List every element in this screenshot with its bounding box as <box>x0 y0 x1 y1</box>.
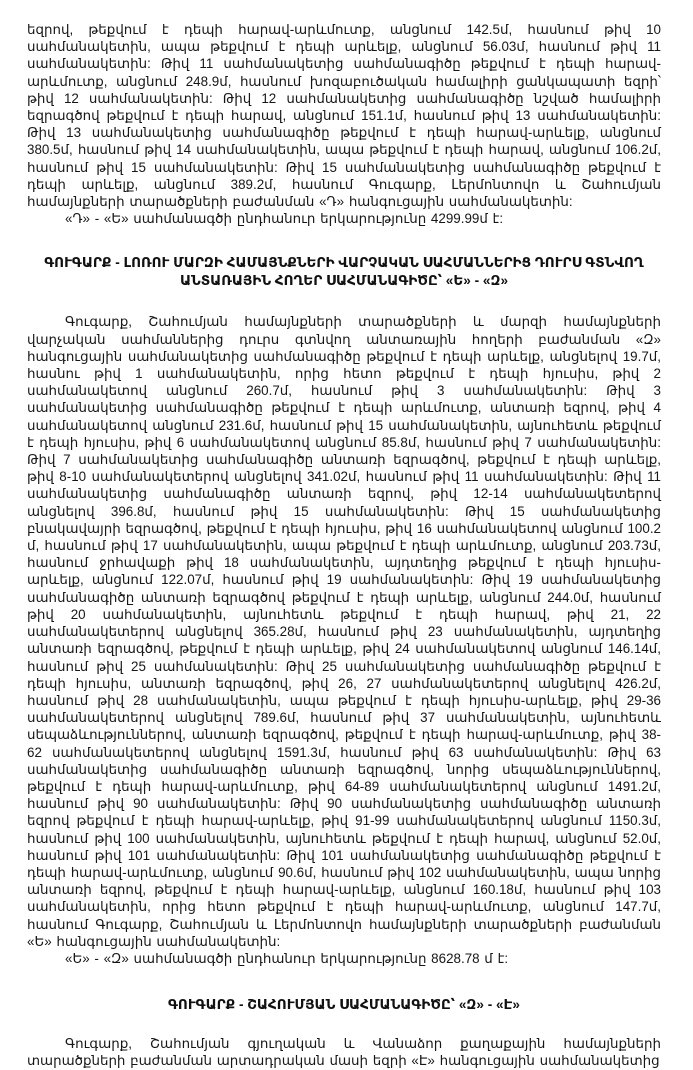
section-heading-gugark-shahumyan-z-e: ԳՈՒԳԱՐՔ - ՇԱՀՈՒՄՅԱՆ ՍԱՀՄԱՆԱԳԻԾԸ՝ «Զ» - «Է» <box>168 997 520 1013</box>
boundary-total-length-e-z: «Ե» - «Զ» սահմանագծի ընդհանուր երկարությունը 8628.78 մ է: <box>65 950 509 966</box>
boundary-description-z-e-start: Գուգարք, Շահումյան գյուղական և Վանաձոր քաղաքային համայնքների տարածքների բաժանման արտադրական մասի եզրի «Է» հանգուցային սահմանակետից <box>27 1036 661 1069</box>
boundary-description-d-e-continuation: եզրով, թեքվում է դեպի հարավ-արևմուտք, անցնում 142.5մ, հասնում թիվ 10 սահմանակետին, ապա թեքվում է դեպի արևելք, անցնում 56.03մ, հասնում թիվ 11 սահմանակետին: Թիվ 11 սահմանակետից սահմանագիծը թեքվում է դեպի հարավ-արևմուտք, անցնում 248.9մ, հասնում խոզաբուծական համալիրի ցանկապատի եզրի՝ թիվ 12 սահմանակետին: Թիվ 12 սահմանակետից սահմանագիծը նշված համալիրի եզրագծով թեքվում է դեպի հարավ, անցնում 151.1մ, հասնում թիվ 13 սահմանակետին: Թիվ 13 սահմանակետից սահմանագիծը թեքվում է դեպի հարավ-արևելք, անցնում 380.5մ, հասնում թիվ 14 սահմանակետին, ապա թեքվում է դեպի հարավ, անցնում 106.2մ, հասնում թիվ 15 սահմանակետին: Թիվ 15 սահմանակետից սահմանագիծը թեքվում է դեպի արևելք, անցնում 389.2մ, հասնում Գուգարք, Լերմոնտովո և Շահումյան համայնքների տարածքների բաժանման «Դ» հանգուցային սահմանակետին: <box>27 22 661 210</box>
boundary-total-length-d-e: «Դ» - «Ե» սահմանագծի ընդհանուր երկարությունը 4299.99մ է: <box>65 211 504 227</box>
boundary-description-e-z: Գուգարք, Շահումյան համայնքների տարածքների և մարզի համայնքների վարչական սահմաններից դուրս գտնվող անտառային հողերի բաժանման «Զ» հանգուցային սահմանակետից սահմանագիծը թեքվում է դեպի արևելք, անցնելով 19.7մ, հասնու թիվ 1 սահմանակետին, որից հետո թեքվում է դեպի հյուսիս, թիվ 2 սահմանակետով անցնում 260.7մ, հասնում թիվ 3 սահմանակետին: Թիվ 3 սահմանակետից սահմանագիծը թեքվում է դեպի արևմուտք, անտառի եզրով, թիվ 4 սահմանակետով անցնում 231.6մ, հասնում թիվ 15 սահմանակետին, այնուհետև թեքվում է դեպի հյուսիս, թիվ 6 սահմանակետով անցնում 85.8մ, հասնում թիվ 7 սահմանակետին: Թիվ 7 սահմանակետից սահմանագիծը անտառի եզրագծով, թեքվում է դեպի արևելք, թիվ 8-10 սահմանակետերով անցնելով 341.02մ, հասնում թիվ 11 սահմանակետին: Թիվ 11 սահմանակետից սահմանագիծը անտառի եզրով, թիվ 12-14 սահմանակետերով անցնելով 396.8մ, հասնում թիվ 15 սահմանակետին: Թիվ 15 սահմանակետից բնակավայրի եզրագծով, թեքվում է դեպի հյուսիս, թիվ 16 սահմանակետով անցնում 100.2 մ, հասնում թիվ 17 սահմանակետին, ապա թեքվում է դեպի արևմուտք, անցնում 203.73մ, հասնում ջրհավաքի թիվ 18 սահմանակետին, այդտեղից թեքվում է դեպի հյուսիս-արևելք, անցնում 122.07մ, հասնում թիվ 19 սահմանակետին: Թիվ 19 սահմանակետից սահմանագիծը անտառի եզրագծով թեքվում է դեպի արևելք, անցնում 244.0մ, հասնում թիվ 20 սահմանակետին, այնուհետև թեքվում է դեպի հարավ, թիվ 21, 22 սահմանակետերով անցնելով 365.28մ, հասնում թիվ 23 սահմանակետին, այդտեղից անտառի եզրագծով, թեքվում է դեպի արևելք, թիվ 24 սահմանակետով անցնում 146.14մ, հասնում թիվ 25 սահմանակետին: Թիվ 25 սահմանակետից սահմանագիծը թեքվում է դեպի հյուսիս, անտառի եզրագծով, թիվ 26, 27 սահմանակետերով անցնելով 426.2մ, հասնում թիվ 28 սահմանակետին, ապա թեքվում է դեպի հյուսիս-արևելք, թիվ 29-36 սահմանակետերով անցնելով 789.6մ, հասնում թիվ 37 սահմանակետին, այնուհետև սեպաձևություններով, անտառի եզրագծով, թեքվում է դեպի հարավ-արևմուտք, թիվ 38-62 սահմանակետերով անցնելով 1591.3մ, հասնում թիվ 63 սահմանակետին: Թիվ 63 սահմանակետից սահմանագիծը անտառի եզրագծով, նորից սեպաձևություններով, թեքվում է դեպի հարավ-արևմուտք, թիվ 64-89 սահմանակետերով անցնում 1491.2մ, հասնում թիվ 90 սահմանակետին: Թիվ 90 սահմանակետից սահմանագիծը անտառի եզրով թեքվում է դեպի հարավ-արևելք, թիվ 91-99 սահմանակետերով անցնում 1150.3մ, հասնում թիվ 100 սահմանակետին, այնուհետև թեքվում է դեպի հարավ, անցնում 52.0մ, հասնում թիվ 101 սահմանակետին: Թիվ 101 սահմանակետից սահմանագիծը թեքվում է դեպի հարավ-արևմուտք, անցնում 90.6մ, հասնում թիվ 102 սահմանակետին, ապա նորից անտառի եզրով, թեքվում է դեպի հարավ-արևելք, անցնում 160.18մ, հասնում թիվ 103 սահմանակետին, որից հետո թեքվում է դեպի հարավ-արևմուտք, անցնում 147.7մ, հասնում Գուգարք, Շահումյան և Լերմոնտովո համայնքների տարածքների բաժանման «Ե» հանգուցային սահմանակետին: <box>27 314 661 949</box>
section-heading-forest-lands-e-z: ԳՈՒԳԱՐՔ - ԼՈՌՈՒ ՄԱՐԶԻ ՀԱՄԱՅՆՔՆԵՐԻ ՎԱՐՉԱԿԱՆ ՍԱՀՄԱՆՆԵՐԻՑ ԴՈՒՐՍ ԳՏՆՎՈՂ ԱՆՏԱՌԱՅԻՆ ՀՈՂԵՐ ՍԱՀՄԱՆԱԳԻԾԸ՝ «Ե» - «Զ» <box>44 255 644 289</box>
